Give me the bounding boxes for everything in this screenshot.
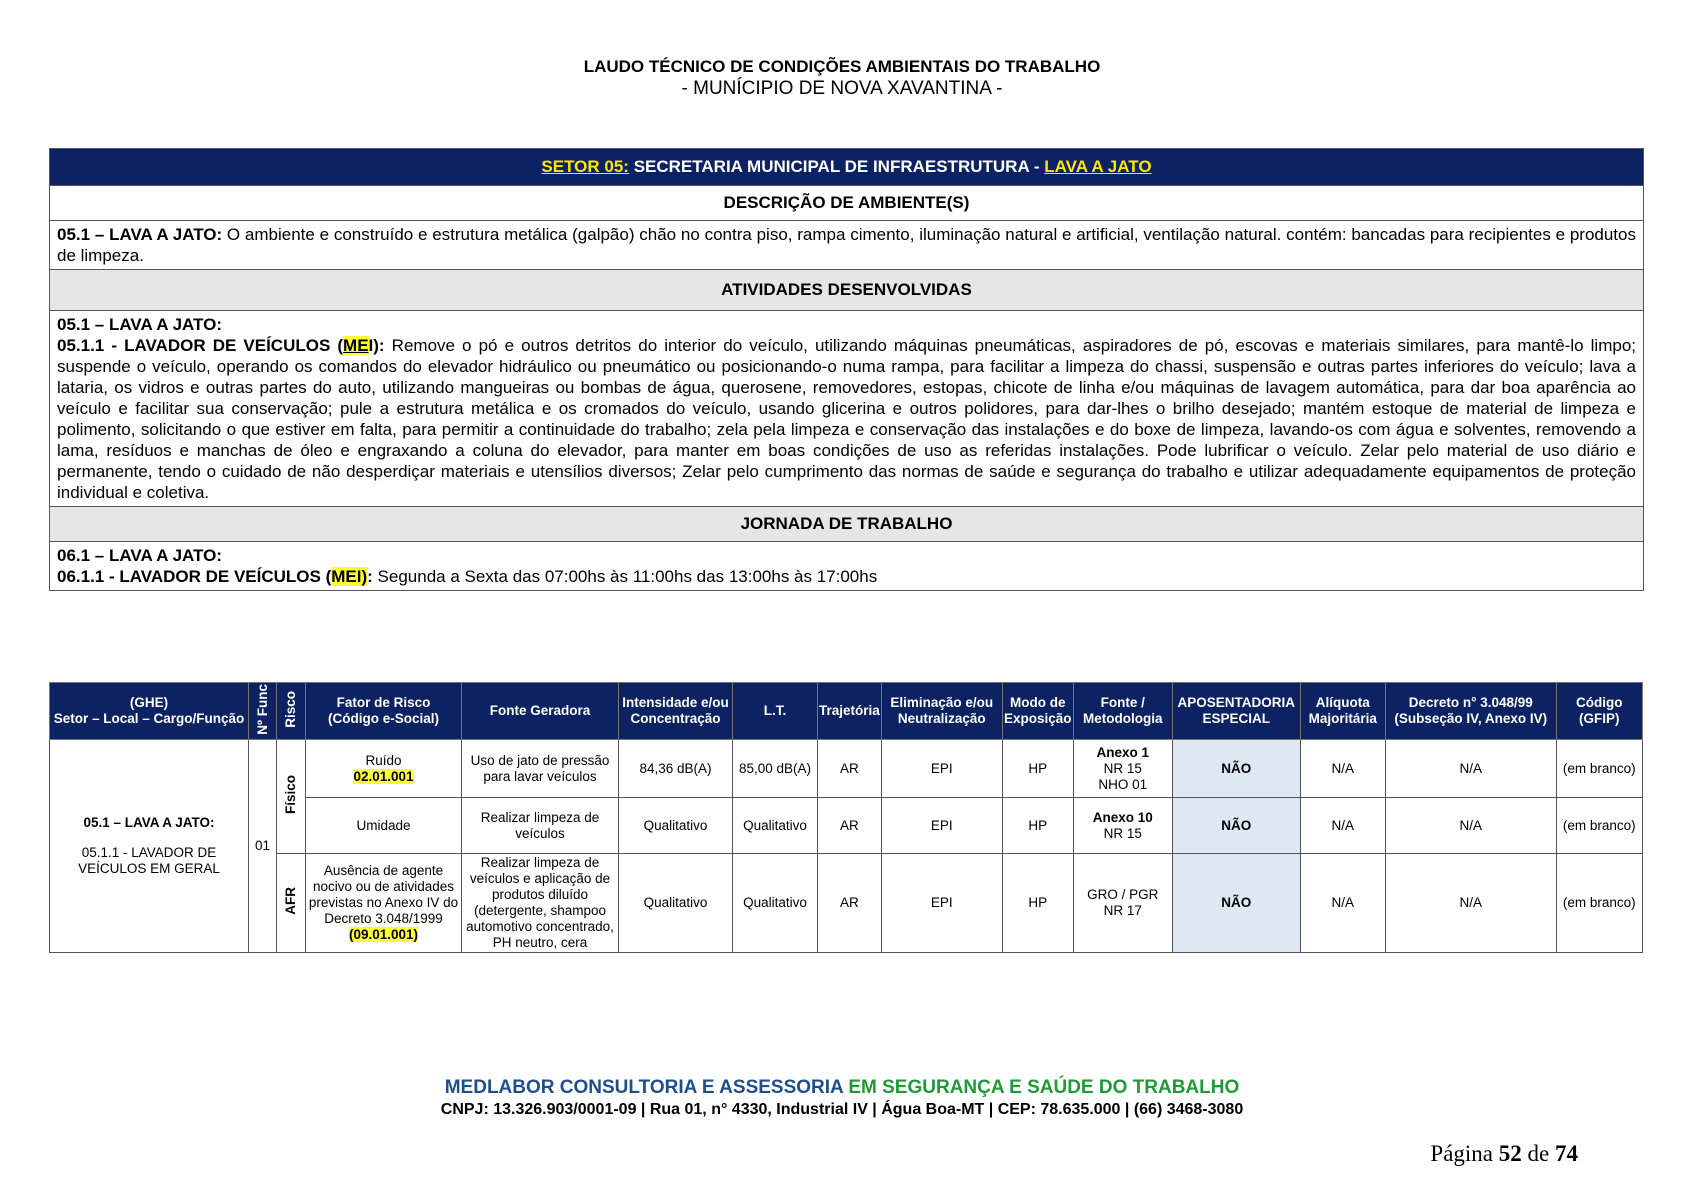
nfunc-cell: 01 [249,740,277,953]
ativ-cargo-end: ): [373,336,385,355]
ativ-mei-b: I [368,336,374,355]
th-codigo: Código (GFIP) [1556,683,1642,740]
th-lt: L.T. [733,683,818,740]
modo-cell: HP [1002,798,1073,854]
eliminacao-cell: EPI [881,798,1002,854]
setor-code: SETOR 05: [541,157,629,176]
trajetoria-cell: AR [818,798,882,854]
lt-cell: Qualitativo [733,798,818,854]
ghe-label: 05.1 – LAVA A JATO: [83,815,215,830]
fonte-cell: Uso de jato de pressão para lavar veículos [462,740,619,798]
jornada-label: 06.1 – LAVA A JATO: [57,546,223,565]
footer-address: CNPJ: 13.326.903/0001-09 | Rua 01, n° 4330, Industrial IV | Água Boa-MT | CEP: 78.635.000 | (66) 3468-3080 [440,1101,1244,1118]
aposentadoria-cell: NÃO [1172,740,1300,798]
th-trajetoria: Trajetória [818,683,882,740]
aliquota-cell: N/A [1300,854,1385,953]
eliminacao-cell: EPI [881,740,1002,798]
lt-cell: Qualitativo [733,854,818,953]
desc-text: O ambiente e construído e estrutura metálica (galpão) chão no contra piso, rampa cimento, iluminação natural e artificial, ventilação natural. contém: bancadas para recipientes e produtos de limpeza. [57,225,1636,265]
metodologia-cell: GRO / PGR NR 17 [1073,854,1172,953]
th-aliquota: Alíquota Majoritária [1300,683,1385,740]
setor-box [49,148,1644,591]
ativ-text: Remove o pó e outros detritos do interior do veículo, utilizando máquinas pneumáticas, aspiradores de pó, escovas e materiais similares, para mantê-lo limpo; suspende o veículo, operando os comandos do elevador hidráulico ou pneumático ou posicionando-o numa rampa, para facilitar a limpeza do chassi, suspensão e outras partes inferiores do veículo; lava a lataria, os vidros e outras partes do auto, utilizando mangueiras ou bombas de água, querosene, removedores, estopas, chicote de linha e/ou máquinas de lavagem automática, para dar boa aparência ao veículo e facilitar sua conservação; pule a estrutura metálica e os cromados do veículo, usando glicerina e outros polidores, para dar-lhes o brilho desejado; mantém estoque de material de limpeza e polimento, solicitando o que estiver em falta, para permitir a continuidade do trabalho; zela pela limpeza e conservação das instalações e do boxe de limpeza, lavando-os com água e solventes, removendo a lama, resíduos e manchas de óleo e engraxando a coluna do elevador, para manter em boas condições de uso as referidas instalações. Pode lubrificar o veículo. Zelar pelo material de uso diário e permanente, tendo o cuidado de não desperdiçar materiais e utensílios diversos; Zelar pelo cumprimento das normas de saúde e segurança do trabalho e utilizar adequadamente equipamentos de proteção individual e coletiva. [57,336,1636,502]
th-nfunc: Nº Func [249,683,277,740]
jornada-heading: JORNADA DE TRABALHO [50,507,1643,542]
intensidade-cell: Qualitativo [619,854,733,953]
desc-heading: DESCRIÇÃO DE AMBIENTE(S) [50,186,1643,221]
th-modo: Modo de Exposição [1002,683,1073,740]
modo-cell: HP [1002,740,1073,798]
fator-cell: Ruído 02.01.001 [306,740,462,798]
document-subtitle: - MUNÍCIPIO DE NOVA XAVANTINA - [681,78,1003,99]
document-title: LAUDO TÉCNICO DE CONDIÇÕES AMBIENTAIS DO TRABALHO [583,57,1101,76]
aposentadoria-cell: NÃO [1172,854,1300,953]
th-intensidade: Intensidade e/ou Concentração [619,683,733,740]
table-row [50,740,1643,798]
codigo-cell: (em branco) [1556,854,1642,953]
th-decreto: Decreto n° 3.048/99 (Subseção IV, Anexo IV) [1385,683,1556,740]
codigo-cell: (em branco) [1556,740,1642,798]
jornada-text: Segunda a Sexta das 07:00hs às 11:00hs das 13:00hs às 17:00hs [372,567,878,586]
trajetoria-cell: AR [818,854,882,953]
ativ-label: 05.1 – LAVA A JATO: [57,315,223,334]
jornada-colon: : [367,567,373,586]
th-metodologia: Fonte / Metodologia [1073,683,1172,740]
ativ-cargo: 05.1.1 - LAVADOR DE VEÍCULOS ( [57,336,344,355]
th-eliminacao: Eliminação e/ou Neutralização [881,683,1002,740]
aliquota-cell: N/A [1300,740,1385,798]
fonte-cell: Realizar limpeza de veículos e aplicação de produtos diluído (detergente, shampoo automotivo concentrado, PH neutro, cera [462,854,619,953]
th-fator: Fator de Risco (Código e-Social) [306,683,462,740]
setor-title [50,149,1643,186]
jornada-cargo: 06.1.1 - LAVADOR DE VEÍCULOS ( [57,567,332,586]
metodologia-cell: Anexo 10 NR 15 [1073,798,1172,854]
ativ-heading: ATIVIDADES DESENVOLVIDAS [50,270,1643,311]
desc-label: 05.1 – LAVA A JATO: [57,225,223,244]
aposentadoria-cell: NÃO [1172,798,1300,854]
decreto-cell: N/A [1385,798,1556,854]
footer-company: MEDLABOR CONSULTORIA E ASSESSORIA EM SEGURANÇA E SAÚDE DO TRABALHO [444,1077,1240,1098]
desc-body [50,221,1643,270]
esocial-code: 02.01.001 [353,768,414,784]
th-aposentadoria: APOSENTADORIA ESPECIAL [1172,683,1300,740]
lt-cell: 85,00 dB(A) [733,740,818,798]
risco-fisico-cell: Físico [277,740,306,854]
ativ-mei-a: ME [343,336,369,355]
jornada-mei: MEI) [331,567,368,586]
intensidade-cell: 84,36 dB(A) [619,740,733,798]
th-risco: Risco [277,683,306,740]
fator-cell: Ausência de agente nocivo ou de atividades previstas no Anexo IV do Decreto 3.048/1999 (09.01.001) [306,854,462,953]
intensidade-cell: Qualitativo [619,798,733,854]
esocial-code: (09.01.001) [348,927,419,942]
fonte-cell: Realizar limpeza de veículos [462,798,619,854]
ghe-cell [50,740,249,953]
fator-cell: Umidade [306,798,462,854]
eliminacao-cell: EPI [881,854,1002,953]
metodologia-cell: Anexo 1 NR 15 NHO 01 [1073,740,1172,798]
th-ghe: (GHE) Setor – Local – Cargo/Função [50,683,249,740]
modo-cell: HP [1002,854,1073,953]
setor-name: SECRETARIA MUNICIPAL DE INFRAESTRUTURA - [628,157,1045,176]
ghe-table [49,682,1643,953]
ghe-cargo: 05.1.1 - LAVADOR DE VEÍCULOS EM GERAL [78,845,220,876]
th-fonte: Fonte Geradora [462,683,619,740]
trajetoria-cell: AR [818,740,882,798]
table-row [50,854,1643,953]
page-number: Página 52 de 74 [1430,1141,1578,1166]
ativ-body [50,311,1643,507]
aliquota-cell: N/A [1300,798,1385,854]
codigo-cell: (em branco) [1556,798,1642,854]
risco-afr-cell: AFR [277,854,306,953]
setor-local: LAVA A JATO [1044,157,1152,176]
jornada-body [50,542,1643,590]
decreto-cell: N/A [1385,740,1556,798]
table-header-row [50,683,1643,740]
decreto-cell: N/A [1385,854,1556,953]
